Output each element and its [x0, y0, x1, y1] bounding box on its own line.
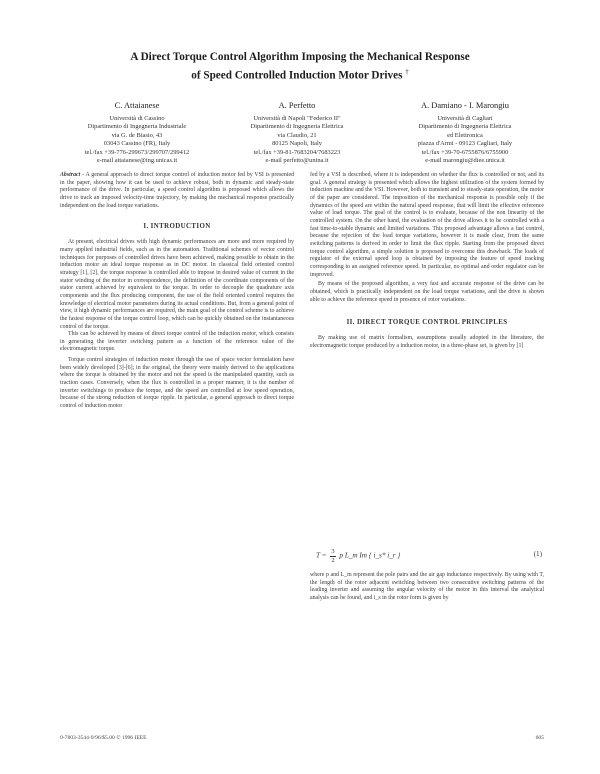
author-affiliation-line: Dipartimento di Ingegneria Elettrica [418, 123, 512, 131]
right-column-continued [310, 572, 544, 603]
author-email-line: e-mail perfetto@unina.it [265, 157, 329, 165]
author-email-line: e-mail attaianese@ing.unicas.it [96, 157, 178, 165]
intro-paragraph-3: Torque control strategies of induction motor through the use of space vector formulation have been widely developed [3]-[6]; in the original, the theory were mainly derived to the applications where the torque is obtained by the motor and not the speed is the manipulated quantity, such as traction cases. Conversely, when the flux is controlled in a proper manner, it is the number of inverter switchings to produce the torque, and the speed are controlled at low speed operation, because of the strong reduction of torque ripple. In particular, a general approach to direct torque control of induction motor [60, 357, 294, 410]
equation-lhs: T [316, 551, 320, 560]
author-phone-line: tel./fax +39-81-7683204/7683223 [253, 148, 341, 156]
abstract [60, 172, 294, 210]
author-email-line: e-mail marongiu@diee.unica.it [425, 157, 505, 165]
author-block-3 [385, 100, 545, 165]
equation-numerator: 3 [331, 548, 335, 555]
left-column [60, 172, 294, 411]
footer-copyright: 0-7803-3544-9/96/$5.00 © 1996 IEEE [60, 735, 147, 741]
author-address-line: piazza d'Armi - 09123 Cagliari, Italy [417, 140, 513, 148]
page-number: 605 [535, 735, 544, 741]
equation-rhs: p L_m Im { i_s* i_r } [339, 551, 401, 560]
equation-denominator: 2 [331, 556, 335, 564]
author-affiliation-line: Università di Cagliari [437, 115, 493, 122]
intro-paragraph-2: This can be achieved by means of direct torque control of the induction motor, which consists in generating the inverter switching pattern as a function of the reference value of the electromagnetic torque. [60, 331, 294, 353]
author-address-line: 03043 Cassino (FR), Italy [103, 140, 171, 148]
section-heading-introduction: I. INTRODUCTION [143, 223, 211, 231]
author-address-line: via G. de Biasio, 43 [111, 131, 163, 139]
author-affiliation-line: Dipartimento di Ingegneria Elettrica [250, 123, 344, 131]
author-affiliation-line: Università di Cassino [109, 115, 165, 122]
author-affiliation-line: Università di Napoli "Federico II" [253, 115, 341, 122]
title-line-1: A Direct Torque Control Algorithm Imposing the Mechanical Response [130, 51, 470, 63]
equation-expression: T = $\frac{3}{2}$ p L_m Im { i_s* i_r } [316, 548, 401, 564]
author-name: C. Attaianese [114, 101, 160, 110]
equation-1 [310, 544, 544, 564]
abstract-lead: Abstract [60, 172, 81, 178]
author-address-line: via Claudio, 21 [277, 131, 317, 139]
equation-fraction [330, 548, 335, 564]
section-heading-dtc-principles: II. DIRECT TORQUE CONTROL PRINCIPLES [346, 319, 508, 327]
dtc-paragraph-1: By making use of matrix formalism, assumptions usually adopted in the literature, the electromagnetic torque produced by a induction motor, in a three-phase set, is given by [1] [310, 335, 544, 349]
intro-paragraph-1: At present, electrical drives with high dynamic performances are more and more required by many applied industrial fields, such as in the automation. Traditional schemes of vector control techniques for purposes of controlled drives have been achieved, making possible to obtain in the induction motor an ideal torque response as in DC motor. In classical field oriented control strategy [1], [2], the torque response is controlled able to impose in desired value of current in the stator winding of the motor in correspondence, the definition of the coordinate components of the stator current achieved by equivalent to the torque. In order to decouple the quadrature axis components and the flux producing component, the use of the field oriented control requires the knowledge of electrical motor parameters during its actual conditions. But, from a general point of view, it high dynamic performances are required, the main goal of the control scheme is to achieve the fastest response of the torque control loop, which can be quickly obtained on the instantaneous control of the torque. [60, 239, 294, 330]
dtc-paragraph-2: where p and L_m represent the pole pairs and the air gap inductance respectively. By using with T, the length of the rotor adjacent switching between two consecutive switching patterns of the leading inverter and assuming the angular velocity of the motor in this interval the analytical analysis can be found, and i_s in the rotor form is given by [310, 572, 544, 601]
title-line-2: of Speed Controlled Induction Motor Drives [191, 69, 403, 82]
author-block-1 [62, 100, 212, 165]
author-affiliation-line: ed Elettronica [447, 131, 483, 139]
abstract-text: - A general approach to direct torque control of induction motor fed by VSI is presented in the paper, showing how it can be used to achieve robust, both in dynamic and steady-state performance of the drive. In particular, a speed control algorithm is proposed which allows the drive to track an imposed velocity-time trajectory, by making the mechanical response practically independent on the load torque variations. [60, 172, 294, 209]
paper-title [90, 50, 510, 84]
right-column [310, 172, 544, 350]
author-phone-line: tel./fax +39-70-6755876/6755900 [421, 148, 509, 156]
author-name: A. Damiano - I. Marongiu [421, 101, 509, 110]
author-affiliation-line: Dipartimento di Ingegneria Industriale [87, 123, 187, 131]
title-footnote-mark: † [405, 68, 409, 76]
author-address-line: 80125 Napoli, Italy [272, 140, 322, 148]
right-paragraph-1: fed by a VSI is described, where it is independent on whether the flux is controlled or not, and its goal. A general strategy is presented which allows the highest utilization of the system formed by induction machine and the VSI. However, both to transient and to steady-state operation, the motor of the paper are considered. The imposition of the mechanical response is possible only if the dynamics of the speed are within the natural speed response, that will limit the effective reference value of load torque. The goal of the control is to evaluate, because of the non linearity of the controlled system. On the other hand, the evaluation of the drive allows it to be controlled with a fast time-to-stable dynamic and limited variations. This proposed advantage allows a fast control, because the rejection of the load torque variations, however it is made clear, from the same switching patterns is derived in order to limit the flux ripple. Starting from the proposed direct torque control algorithm, a simple solution is proposed to overcome this drawback. The loads of regulator of the external speed loop is obtained by imposing the feature of speed tracking corresponding to an assigned reference speed. In particular, no optimal and order regulator can be improved. [310, 172, 544, 278]
equation-number: (1) [533, 550, 542, 558]
author-block-2 [222, 100, 372, 165]
right-paragraph-2: By means of the proposed algorithm, a very fast and accurate response of the drive can be obtained, which is practically independent on the load torque variations, and the drive is shown able to achieve the reference speed in presence of rotor variations. [310, 281, 544, 303]
author-name: A. Perfetto [278, 101, 316, 110]
author-phone-line: tel./fax +39-776-299673/299707/299412 [84, 148, 190, 156]
